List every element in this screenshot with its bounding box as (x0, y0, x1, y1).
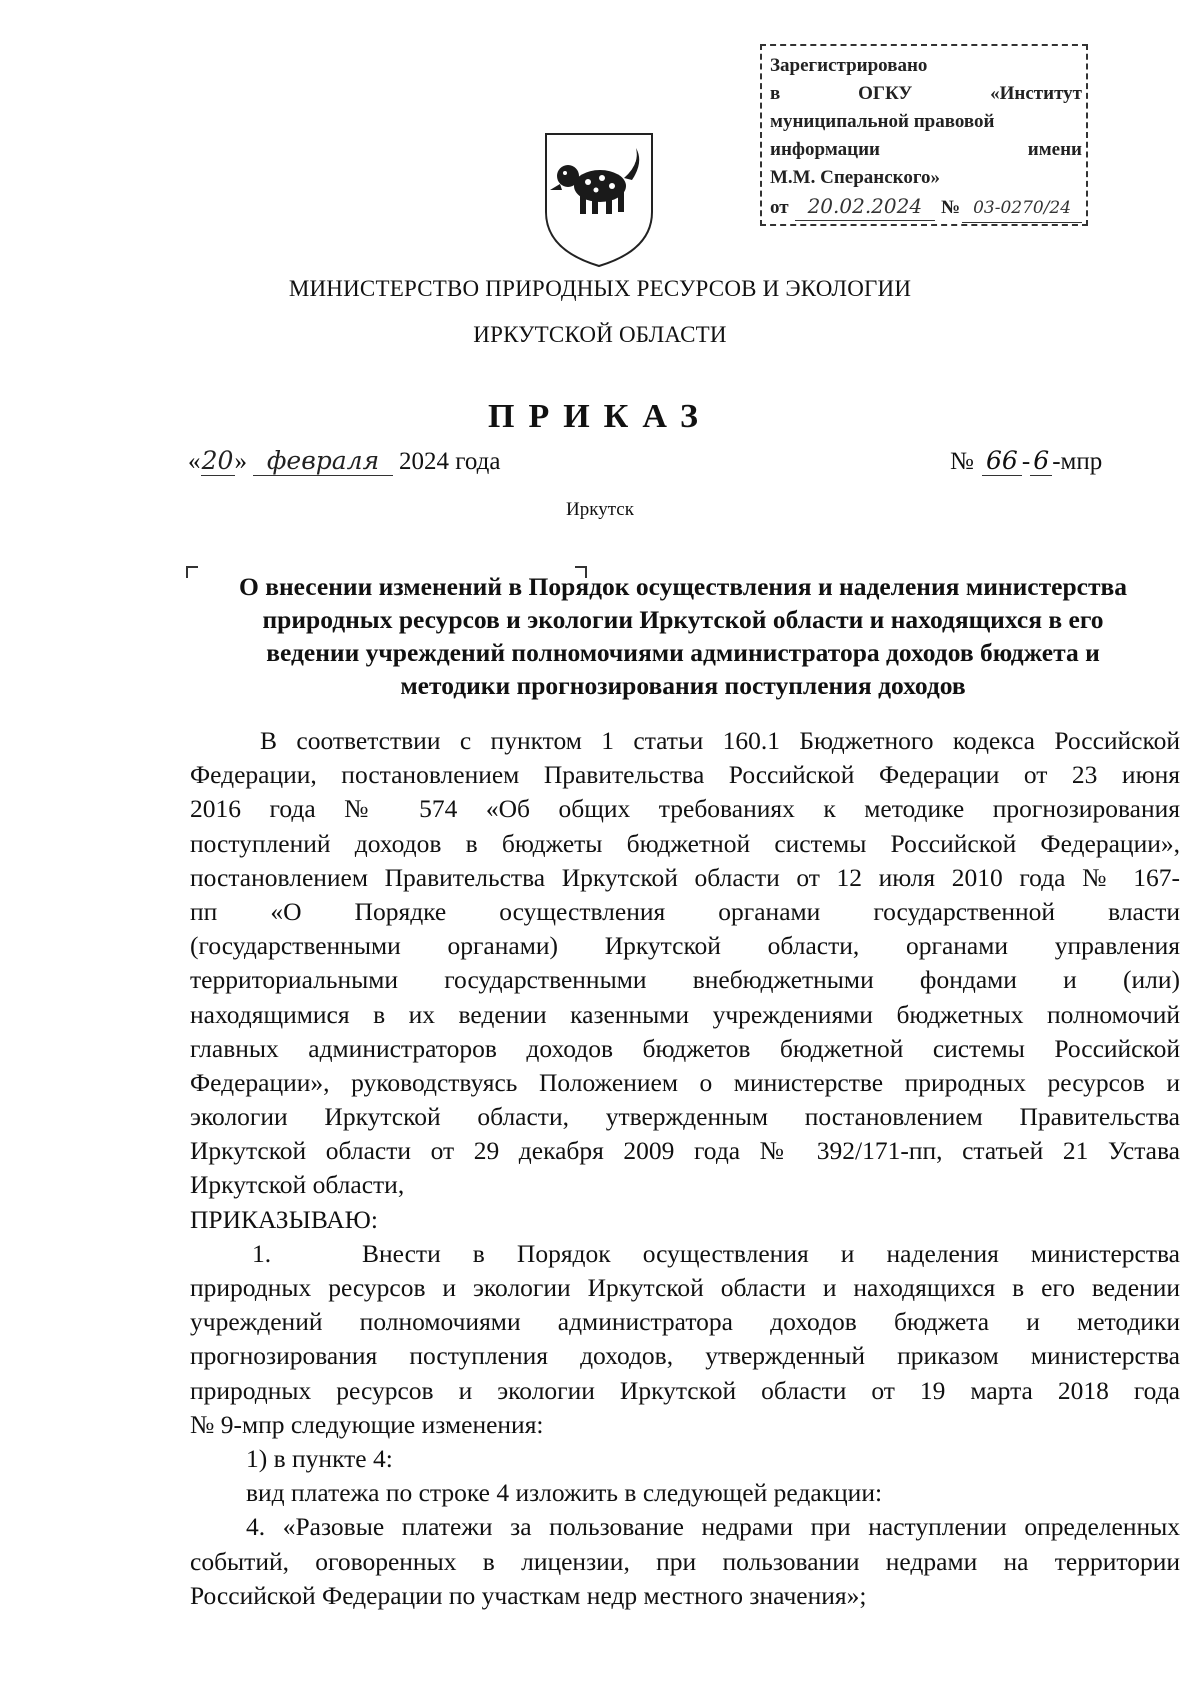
date-day: 20 (201, 446, 234, 475)
stamp-text (770, 52, 1082, 223)
item-1-text: Внести в Порядок осуществления и наделения министерства (362, 1238, 1180, 1268)
quote-line: Российской Федерации по участкам недр местного значения»; (190, 1580, 867, 1610)
body-line: Иркутской области от 29 декабря 2009 года № 392/171-пп, статьей 21 Устава (190, 1136, 1180, 1166)
number-dash: - (1021, 448, 1031, 475)
quote-line: событий, оговоренных в лицензии, при пользовании недрами на территории (190, 1546, 1180, 1576)
stamp-number-value: 03-0270/24 (962, 194, 1082, 223)
city-name: Иркутск (566, 499, 634, 520)
body-line: поступлений доходов в бюджеты бюджетной системы Российской Федерации», (190, 828, 1180, 858)
body-line: природных ресурсов и экологии Иркутской области от 19 марта 2018 года (190, 1375, 1180, 1405)
registration-stamp (760, 44, 1088, 226)
body-line: (государственными органами) Иркутской области, органами управления (190, 931, 1180, 961)
number-prefix: № (950, 448, 974, 475)
number-part1: 66 (982, 446, 1022, 476)
document-type-title: ПРИКАЗ (488, 398, 712, 435)
date-month: февраля (253, 446, 393, 476)
stamp-date-value: 20.02.2024 (795, 192, 935, 221)
body-line: постановлением Правительства Иркутской области от 12 июля 2010 года № 167- (190, 862, 1180, 892)
body-line: В соответствии с пунктом 1 статьи 160.1 Бюджетного кодекса Российской (260, 726, 1180, 755)
subject-line: природных ресурсов и экологии Иркутской области и находящихся в его (262, 605, 1104, 634)
body-line: № 9-мпр следующие изменения: (190, 1409, 544, 1439)
stamp-date-prefix: от (770, 197, 789, 218)
order-word: ПРИКАЗЫВАЮ: (190, 1204, 378, 1234)
body-line: природных ресурсов и экологии Иркутской области и находящихся в его ведении (190, 1273, 1180, 1302)
number-suffix: -мпр (1052, 448, 1103, 475)
quote-line: 4. «Разовые платежи за пользование недрами при наступлении определенных (246, 1512, 1180, 1542)
subject-line: О внесении изменений в Порядок осуществления и наделения министерства (238, 572, 1128, 601)
stamp-word: в (770, 83, 781, 104)
stamp-word: информации (770, 139, 880, 160)
date-close-quote: » (234, 448, 247, 475)
stamp-word: имени (1027, 139, 1082, 160)
sub-item-1-text: вид платежа по строке 4 изложить в следующей редакции: (246, 1478, 883, 1508)
item-1-number: 1. (252, 1238, 272, 1268)
document-body (190, 724, 1180, 1613)
stamp-line (770, 136, 1082, 164)
stamp-line: Зарегистрировано (770, 55, 928, 76)
number-part2: 6 (1030, 446, 1052, 476)
order-date (188, 446, 500, 476)
stamp-line: М.М. Сперанского» (770, 167, 941, 188)
date-open-quote: « (188, 448, 201, 475)
body-line: находящимися в их ведении казенными учреждениями бюджетных полномочий (190, 999, 1180, 1029)
body-line: прогнозирования поступления доходов, утвержденный приказом министерства (190, 1341, 1180, 1371)
body-line: Федерации, постановлением Правительства Российской Федерации от 23 июня (190, 760, 1180, 790)
sub-item-1: 1) в пункте 4: (246, 1443, 393, 1473)
stamp-word: «Институт (990, 83, 1082, 104)
body-line: пп «О Порядке осуществления органами государственной власти (190, 896, 1180, 926)
irkutsk-coat-of-arms-emblem (540, 128, 658, 270)
order-number (950, 446, 1102, 476)
stamp-word: ОГКУ (858, 83, 913, 104)
ministry-name-line2: ИРКУТСКОЙ ОБЛАСТИ (473, 322, 727, 347)
subject-line: методики прогнозирования поступления доходов (400, 671, 966, 700)
body-line: главных администраторов доходов бюджетов бюджетной системы Российской (190, 1033, 1180, 1063)
body-line: 2016 года № 574 «Об общих требованиях к методике прогнозирования (190, 794, 1180, 824)
stamp-number-prefix: № (941, 197, 961, 218)
body-line: Иркутской области, (190, 1170, 405, 1200)
date-year: 2024 года (399, 448, 501, 475)
document-subject (185, 570, 1181, 702)
subject-line: ведении учреждений полномочиями администратора доходов бюджета и (266, 638, 1100, 667)
body-line: Федерации», руководствуясь Положением о министерстве природных ресурсов и (190, 1067, 1180, 1097)
item-1-first-line (190, 1237, 1180, 1271)
body-line: учреждений полномочиями администратора доходов бюджета и методики (190, 1307, 1180, 1337)
coat-of-arms-icon (540, 128, 658, 270)
stamp-registration-line (770, 192, 1082, 223)
ministry-name-line1: МИНИСТЕРСТВО ПРИРОДНЫХ РЕСУРСОВ И ЭКОЛОГИИ (288, 276, 912, 301)
stamp-line: муниципальной правовой (770, 111, 995, 132)
body-line: экологии Иркутской области, утвержденным постановлением Правительства (190, 1102, 1180, 1132)
stamp-line (770, 80, 1082, 108)
body-line: территориальными государственными внебюджетными фондами и (или) (190, 965, 1180, 995)
